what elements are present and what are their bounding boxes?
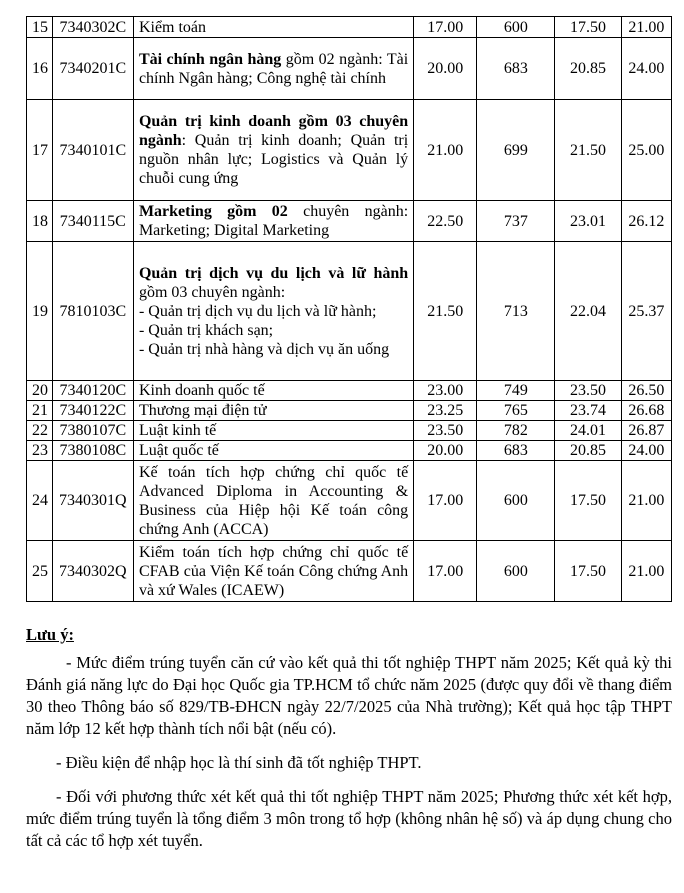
score-4: 26.87 xyxy=(621,421,671,441)
admission-scores-table xyxy=(26,16,672,602)
program-code: 7340301Q xyxy=(52,461,133,541)
program-code: 7340115C xyxy=(52,201,133,242)
score-3: 21.50 xyxy=(555,100,621,201)
score-3: 20.85 xyxy=(555,441,621,461)
program-subline: - Quản trị khách sạn; xyxy=(138,321,274,339)
program-name xyxy=(133,381,413,401)
table-row xyxy=(27,441,672,461)
program-code: 7340302C xyxy=(52,17,133,38)
score-3: 23.01 xyxy=(555,201,621,242)
score-thpt: 17.00 xyxy=(414,17,477,38)
score-4: 21.00 xyxy=(621,17,671,38)
program-name xyxy=(133,201,413,242)
program-name xyxy=(133,401,413,421)
score-4: 25.37 xyxy=(621,242,671,381)
table-row xyxy=(27,242,672,381)
table-row xyxy=(27,100,672,201)
score-thpt: 21.00 xyxy=(414,100,477,201)
table-row xyxy=(27,461,672,541)
score-thpt: 23.25 xyxy=(414,401,477,421)
score-dgnl: 600 xyxy=(477,17,555,38)
table-row xyxy=(27,381,672,401)
row-number: 19 xyxy=(27,242,53,381)
note-paragraph-3: - Đối với phương thức xét kết quả thi tốt nghiệp THPT năm 2025; Phương thức xét kết hợp, mức điểm trúng tuyển là tổng điểm 3 môn trong tổ hợp (không nhân hệ số) và áp dụng chung cho tất cả các tổ hợp xét tuyển. xyxy=(26,787,672,850)
program-subline: - Quản trị dịch vụ du lịch và lữ hành; xyxy=(138,302,377,320)
program-name xyxy=(133,541,413,602)
score-dgnl: 600 xyxy=(477,461,555,541)
score-4: 21.00 xyxy=(621,461,671,541)
score-3: 23.74 xyxy=(555,401,621,421)
score-thpt: 20.00 xyxy=(414,38,477,100)
program-name xyxy=(133,441,413,461)
score-4: 26.12 xyxy=(621,201,671,242)
program-name xyxy=(133,242,413,381)
row-number: 16 xyxy=(27,38,53,100)
note-paragraph-1: - Mức điểm trúng tuyển căn cứ vào kết quả thi tốt nghiệp THPT năm 2025; Kết quả kỳ thi Đánh giá năng lực do Đại học Quốc gia TP.HCM tổ chức năm 2025 (được quy đổi về thang điểm 30 theo Thông báo số 829/TB-ĐHCN ngày 22/7/2025 của Nhà trường); Kết quả học tập THPT năm lớp 12 kết hợp thành tích nổi bật (nếu có). xyxy=(26,653,672,738)
program-code: 7340302Q xyxy=(52,541,133,602)
score-thpt: 17.00 xyxy=(414,461,477,541)
score-3: 17.50 xyxy=(555,17,621,38)
score-dgnl: 782 xyxy=(477,421,555,441)
score-thpt: 21.50 xyxy=(414,242,477,381)
score-dgnl: 683 xyxy=(477,441,555,461)
program-name-bold: Tài chính ngân hàng xyxy=(138,50,282,68)
program-name-text: gồm 03 chuyên ngành: xyxy=(138,283,286,301)
score-3: 17.50 xyxy=(555,541,621,602)
score-3: 24.01 xyxy=(555,421,621,441)
program-code: 7380108C xyxy=(52,441,133,461)
program-name xyxy=(133,38,413,100)
score-thpt: 20.00 xyxy=(414,441,477,461)
program-name xyxy=(133,421,413,441)
score-dgnl: 600 xyxy=(477,541,555,602)
program-code: 7810103C xyxy=(52,242,133,381)
score-4: 24.00 xyxy=(621,441,671,461)
program-name-bold: Quản trị kinh doanh gồm 03 chuyên ngành xyxy=(138,113,409,149)
score-3: 23.50 xyxy=(555,381,621,401)
row-number: 17 xyxy=(27,100,53,201)
program-name-text: Kiểm toán tích hợp chứng chỉ quốc tế CFAB của Viện Kế toán Công chứng Anh và xứ Wales (ICAEW) xyxy=(138,543,409,599)
score-4: 26.50 xyxy=(621,381,671,401)
program-name-text: : Quản trị kinh doanh; Quản trị nguồn nhân lực; Logistics và Quản lý chuỗi cung ứng xyxy=(138,132,409,187)
program-name-text: chuyên ngành: Marketing; Digital Marketing xyxy=(138,203,409,239)
row-number: 20 xyxy=(27,381,53,401)
score-4: 21.00 xyxy=(621,541,671,602)
program-name-bold: Marketing gồm 02 xyxy=(138,203,288,220)
score-3: 22.04 xyxy=(555,242,621,381)
score-thpt: 23.00 xyxy=(414,381,477,401)
table-body xyxy=(27,17,672,602)
program-subline: - Quản trị nhà hàng và dịch vụ ăn uống xyxy=(138,340,390,358)
score-dgnl: 699 xyxy=(477,100,555,201)
table-row xyxy=(27,541,672,602)
score-3: 17.50 xyxy=(555,461,621,541)
row-number: 18 xyxy=(27,201,53,242)
program-name-text: gồm 02 ngành: Tài chính Ngân hàng; Công nghệ tài chính xyxy=(138,50,409,87)
program-name-text: Kinh doanh quốc tế xyxy=(138,382,265,399)
score-thpt: 23.50 xyxy=(414,421,477,441)
row-number: 25 xyxy=(27,541,53,602)
table-row xyxy=(27,421,672,441)
row-number: 24 xyxy=(27,461,53,541)
notes-section xyxy=(26,624,672,852)
program-code: 7340122C xyxy=(52,401,133,421)
program-name-text: Thương mại điện tử xyxy=(138,402,267,419)
row-number: 22 xyxy=(27,421,53,441)
program-code: 7340120C xyxy=(52,381,133,401)
notes-title: Lưu ý: xyxy=(26,625,74,644)
program-code: 7380107C xyxy=(52,421,133,441)
program-name-text: Kế toán tích hợp chứng chỉ quốc tế Advanced Diploma in Accounting & Business của Hiệp hội Kế toán công chứng Anh (ACCA) xyxy=(138,463,409,538)
score-dgnl: 765 xyxy=(477,401,555,421)
score-3: 20.85 xyxy=(555,38,621,100)
program-name-text: Kiểm toán xyxy=(138,18,207,36)
score-thpt: 22.50 xyxy=(414,201,477,242)
score-dgnl: 683 xyxy=(477,38,555,100)
score-4: 26.68 xyxy=(621,401,671,421)
program-code: 7340101C xyxy=(52,100,133,201)
program-name-text: Luật quốc tế xyxy=(138,442,219,459)
program-name-bold: Quản trị dịch vụ du lịch và lữ hành xyxy=(138,264,409,282)
program-name xyxy=(133,461,413,541)
program-name xyxy=(133,17,413,38)
score-dgnl: 737 xyxy=(477,201,555,242)
row-number: 21 xyxy=(27,401,53,421)
score-dgnl: 749 xyxy=(477,381,555,401)
table-row xyxy=(27,17,672,38)
score-dgnl: 713 xyxy=(477,242,555,381)
row-number: 23 xyxy=(27,441,53,461)
note-paragraph-2: - Điều kiện để nhập học là thí sinh đã tốt nghiệp THPT. xyxy=(56,753,422,772)
row-number: 15 xyxy=(27,17,53,38)
program-name-text: Luật kinh tế xyxy=(138,422,217,439)
program-code: 7340201C xyxy=(52,38,133,100)
table-row xyxy=(27,401,672,421)
program-name xyxy=(133,100,413,201)
score-4: 24.00 xyxy=(621,38,671,100)
table-row xyxy=(27,38,672,100)
score-thpt: 17.00 xyxy=(414,541,477,602)
score-4: 25.00 xyxy=(621,100,671,201)
table-row xyxy=(27,201,672,242)
